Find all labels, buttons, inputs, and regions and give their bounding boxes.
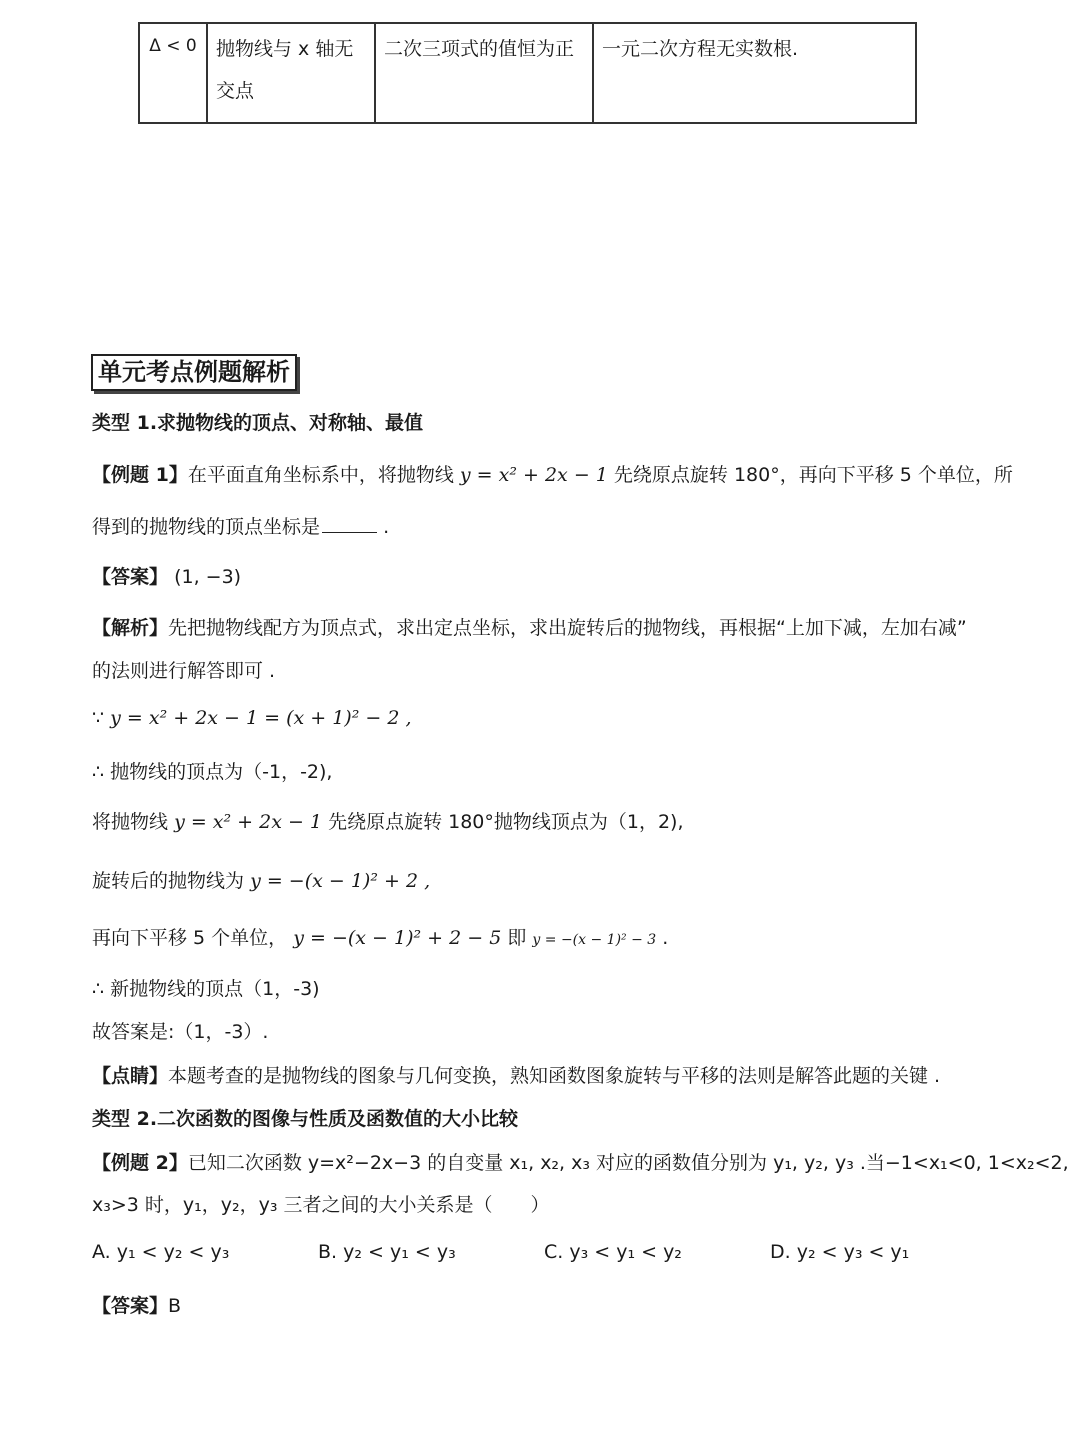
analysis-line1 [92, 613, 967, 640]
table-cell-graph-line2: 交点 [216, 80, 255, 102]
table-cell-trinomial: 二次三项式的值恒为正 [375, 23, 593, 123]
example1-question: 得到的抛物线的顶点坐标是 [92, 516, 321, 538]
answer1-value: (1, −3) [174, 566, 242, 588]
step4 [92, 866, 430, 893]
dianjing [92, 1061, 940, 1088]
example2-text1: 已知二次函数 y=x²−2x−3 的自变量 x₁, x₂, x₃ 对应的函数值分别为 y₁, y₂, y₃ .当−1<x₁<0, 1<x₂<2, [187, 1152, 1069, 1174]
example1-line1 [92, 460, 1013, 487]
step3-formula: y = x² + 2x − 1 [174, 811, 323, 833]
example2-label: 【例题 2】 [92, 1152, 188, 1174]
example1-end: . [383, 516, 390, 538]
section-title: 单元考点例题解析 [91, 354, 297, 391]
step3-text-b: 先绕原点旋转 180°抛物线顶点为（1，2), [328, 811, 684, 833]
analysis-line2: 的法则进行解答即可 . [92, 660, 276, 682]
step4-formula: y = −(x − 1)² + 2 , [250, 870, 431, 892]
step7: 故答案是:（1，-3）. [92, 1021, 269, 1043]
option-b: B. y₂ < y₁ < y₃ [318, 1241, 456, 1263]
option-c: C. y₃ < y₁ < y₂ [544, 1241, 682, 1263]
answer2 [92, 1291, 181, 1318]
analysis-label: 【解析】 [92, 617, 169, 639]
example1-label: 【例题 1】 [92, 464, 188, 486]
step6: ∴ 新抛物线的顶点（1，-3) [92, 978, 320, 1000]
option-a: A. y₁ < y₂ < y₃ [92, 1241, 230, 1263]
answer2-value: B [168, 1295, 182, 1317]
example1-text-b: 先绕原点旋转 180°，再向下平移 5 个单位，所 [613, 464, 1013, 486]
step5 [92, 923, 668, 950]
type1-heading: 类型 1.求抛物线的顶点、对称轴、最值 [92, 412, 424, 434]
step4-text: 旋转后的抛物线为 [92, 870, 245, 892]
example2-line1 [92, 1148, 1069, 1175]
table-cell-equation: 一元二次方程无实数根. [593, 23, 916, 123]
table-cell-delta: Δ < 0 [139, 23, 207, 123]
answer1 [92, 562, 241, 589]
option-d: D. y₂ < y₃ < y₁ [770, 1241, 910, 1263]
analysis-text1: 先把抛物线配方为顶点式，求出定点坐标，求出旋转后的抛物线，再根据“上加下减，左加右减” [168, 617, 967, 639]
table-row [139, 23, 916, 123]
step3-text-a: 将抛物线 [92, 811, 169, 833]
answer2-label: 【答案】 [92, 1295, 169, 1317]
example1-text-a: 在平面直角坐标系中，将抛物线 [187, 464, 454, 486]
answer1-label: 【答案】 [92, 566, 169, 588]
type2-heading: 类型 2.二次函数的图像与性质及函数值的大小比较 [92, 1108, 519, 1130]
delta-table [138, 22, 917, 124]
example1-line2 [92, 512, 389, 539]
step5-text-b: 即 [507, 927, 527, 949]
dianjing-label: 【点睛】 [92, 1065, 169, 1087]
because-symbol: ∵ [92, 707, 105, 729]
step5-end: . [662, 927, 669, 949]
dianjing-text: 本题考查的是抛物线的图象与几何变换，熟知函数图象旋转与平移的法则是解答此题的关键 . [168, 1065, 941, 1087]
step5-formula: y = −(x − 1)² + 2 − 5 [293, 927, 502, 949]
step1 [92, 707, 412, 729]
step1-formula: y = x² + 2x − 1 = (x + 1)² − 2 , [110, 707, 412, 729]
step5-formula2: y = −(x − 1)² − 3 [532, 932, 657, 948]
step3 [92, 807, 684, 834]
table-cell-graph-line1: 抛物线与 x 轴无 [216, 38, 354, 60]
step5-text: 再向下平移 5 个单位， [92, 927, 288, 949]
table-cell-graph [207, 23, 375, 123]
answer-blank [322, 516, 377, 533]
example2-line2: x₃>3 时，y₁，y₂，y₃ 三者之间的大小关系是（ ） [92, 1194, 550, 1216]
step2: ∴ 抛物线的顶点为（-1，-2), [92, 761, 333, 783]
example1-formula: y = x² + 2x − 1 [459, 464, 608, 486]
